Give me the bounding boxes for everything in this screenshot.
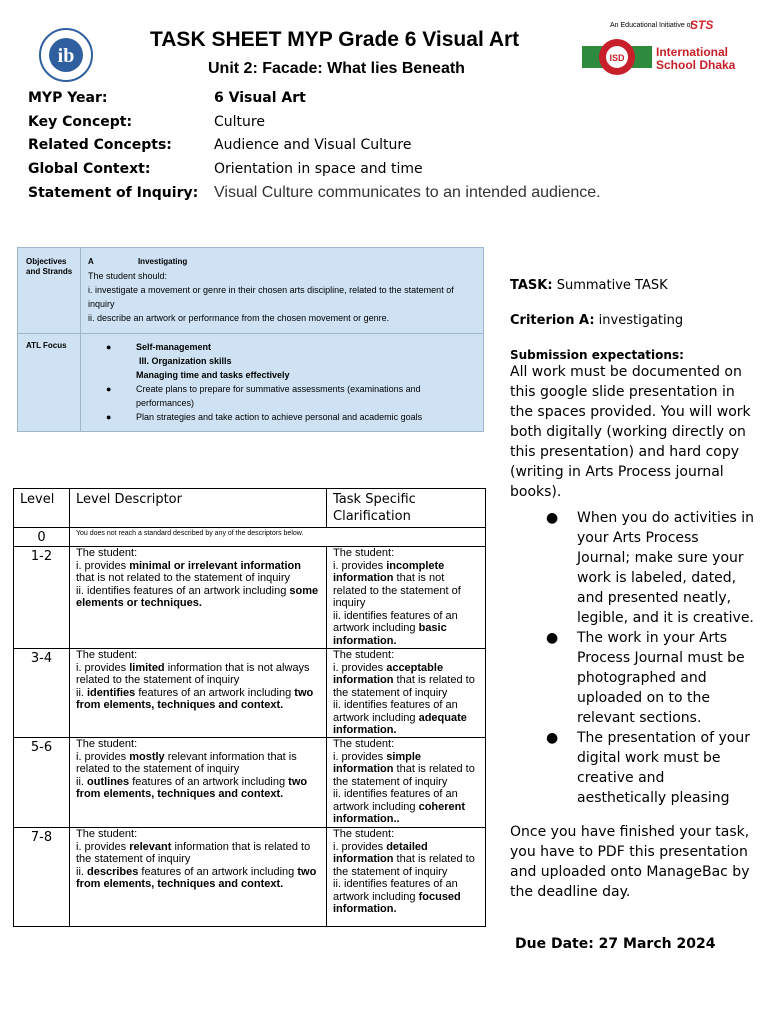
criterion-value: investigating [598, 313, 684, 328]
level-cell: 0 [14, 528, 70, 547]
rubric-row-5-6 [14, 738, 486, 828]
level-descriptor: The student: i. provides minimal or irrelevant information that is not related to the statement of inquiry ii. identifies features of an artwork including some elements or techniques. [70, 547, 327, 649]
info-key: Related Concepts: [28, 137, 172, 153]
criterion-label: Criterion A: [510, 313, 595, 328]
atl-item: ● Create plans to prepare for summative assessments (examinations and performances) [106, 384, 421, 408]
ib-logo-text: ib [57, 45, 75, 67]
level-descriptor: You does not reach a standard described by any of the descriptors below. [70, 528, 486, 547]
atl-list [106, 340, 476, 424]
sts-logo: STS [690, 18, 714, 32]
criterion-letter: A [88, 257, 94, 266]
list-item: ● The presentation of your digital work must be creative and aesthetically pleasing [546, 730, 750, 806]
level-cell: 3-4 [14, 649, 70, 738]
info-key: Statement of Inquiry: [28, 185, 199, 201]
atl-heading: ● Self-management [106, 342, 212, 352]
strand-ii: ii. describe an artwork or performance from the chosen movement or genre. [88, 313, 390, 323]
divider [80, 248, 81, 431]
submission-text: All work must be documented on this google slide presentation in the spaces provided. You will work both digitally (working directly on this presentation) and hard copy (writing in Arts Process journal books). [510, 364, 751, 500]
rubric-row-0 [14, 528, 486, 547]
rubric-row-7-8 [14, 828, 486, 927]
rubric-row-1-2 [14, 547, 486, 649]
info-key: MYP Year: [28, 90, 108, 106]
level-descriptor: The student: i. provides limited information that is not always related to the statement of inquiry ii. identifies features of an artwork including two from elements, techniques and context. [70, 649, 327, 738]
divider [18, 333, 483, 334]
info-value: Visual Culture communicates to an intended audience. [214, 184, 601, 201]
level-cell: 7-8 [14, 828, 70, 927]
column-header-descriptor: Level Descriptor [70, 489, 327, 528]
atl-item: ● Plan strategies and take action to achieve personal and academic goals [106, 412, 423, 422]
objectives-content [88, 255, 478, 325]
criterion-line [510, 313, 683, 328]
column-header-clarification: Task Specific Clarification [327, 489, 486, 528]
expectations-list [541, 508, 756, 808]
objectives-label: Objectives and Strands [26, 257, 73, 276]
due-date: Due Date: 27 March 2024 [515, 936, 716, 952]
task-line [510, 278, 668, 293]
info-value: Orientation in space and time [214, 161, 423, 177]
atl-subheading: III. Organization skills [139, 356, 232, 366]
strand-i: i. investigate a movement or genre in their chosen arts discipline, related to the statement of inquiry [88, 285, 454, 309]
task-clarification: The student: i. provides incomplete information that is not related to the statement of inquiry ii. identifies features of an artwork including basic information. [327, 547, 486, 649]
submission-title: Submission expectations: [510, 348, 684, 362]
rubric-row-3-4 [14, 649, 486, 738]
page-subtitle: Unit 2: Facade: What lies Beneath [208, 60, 465, 77]
info-key: Global Context: [28, 161, 151, 177]
list-item: ● When you do activities in your Arts Process Journal; make sure your work is labeled, dated, and presented neatly, legible, and it is creative. [546, 510, 755, 626]
closing-text: Once you have finished your task, you have to PDF this presentation and uploaded onto ManageBac by the deadline day. [510, 824, 750, 900]
task-value: Summative TASK [556, 278, 668, 293]
info-value: 6 Visual Art [214, 90, 306, 106]
objectives-intro: The student should: [88, 271, 168, 281]
atl-label: ATL Focus [26, 341, 67, 350]
info-value: Audience and Visual Culture [214, 137, 412, 153]
educational-initiative-text: An Educational Initiative of [610, 22, 693, 29]
info-value: Culture [214, 114, 265, 130]
rubric-table [13, 488, 486, 927]
info-key: Key Concept: [28, 114, 133, 130]
task-clarification: The student: i. provides simple information that is related to the statement of inquiry ii. identifies features of an artwork including coherent information.. [327, 738, 486, 828]
level-cell: 1-2 [14, 547, 70, 649]
task-clarification: The student: i. provides acceptable information that is related to the statement of inquiry ii. identifies features of an artwork including adequate information. [327, 649, 486, 738]
criterion-name: Investigating [137, 257, 188, 266]
level-cell: 5-6 [14, 738, 70, 828]
objectives-box [17, 247, 484, 432]
task-clarification: The student: i. provides detailed information that is related to the statement of inquiry ii. identifies features of an artwork including focused information. [327, 828, 486, 927]
level-descriptor: The student: i. provides relevant information that is related to the statement of inquiry ii. describes features of an artwork including two from elements, techniques and context. [70, 828, 327, 927]
task-label: TASK: [510, 278, 553, 293]
list-item: ● The work in your Arts Process Journal must be photographed and uploaded on to the relevant sections. [546, 630, 745, 726]
atl-subheading: Managing time and tasks effectively [136, 370, 290, 380]
school-name: International School Dhaka [656, 45, 736, 72]
rubric-header-row [14, 489, 486, 528]
ib-logo [33, 27, 99, 83]
level-descriptor: The student: i. provides mostly relevant information that is related to the statement of inquiry ii. outlines features of an artwork including two from elements, techniques and context. [70, 738, 327, 828]
page-title: TASK SHEET MYP Grade 6 Visual Art [150, 28, 520, 51]
svg-text:ISD: ISD [609, 53, 625, 63]
school-seal-logo [582, 38, 652, 76]
column-header-level: Level [14, 489, 70, 528]
